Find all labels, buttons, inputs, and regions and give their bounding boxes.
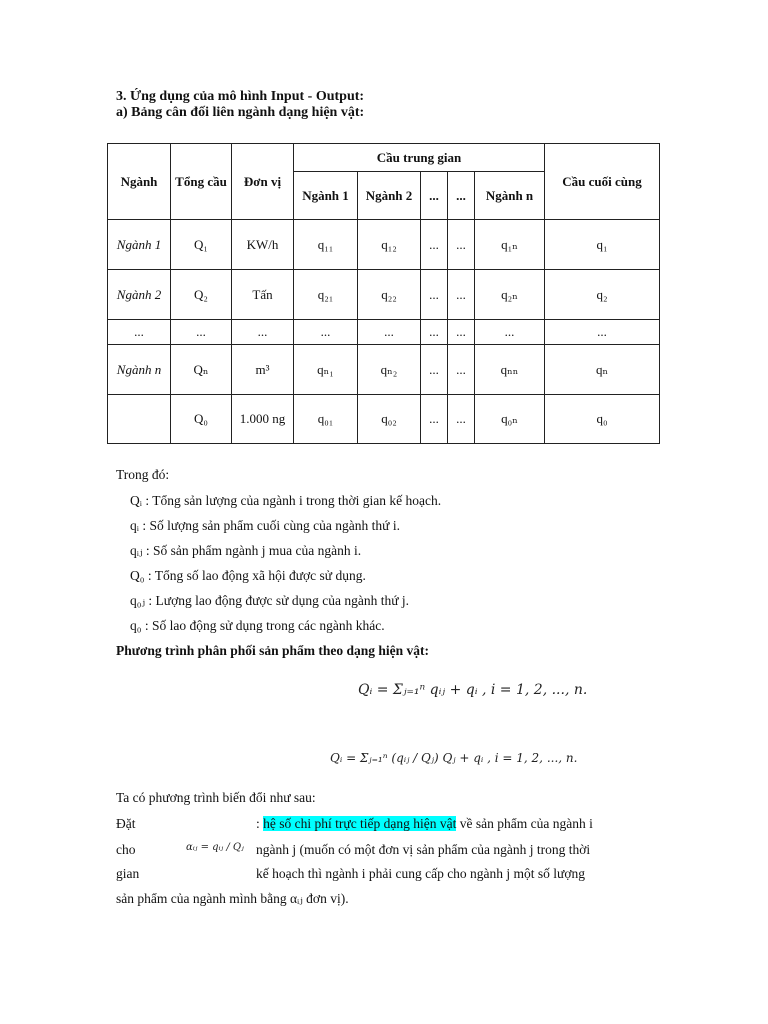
formula-1: Qᵢ = Σⱼ₌₁ⁿ qᵢⱼ + qᵢ , i = 1, 2, ..., n. bbox=[358, 682, 588, 698]
cell-final: ... bbox=[545, 320, 660, 345]
header-col-dots-2: ... bbox=[448, 172, 475, 220]
cell-unit: KW/h bbox=[232, 220, 294, 270]
cell-q: q₁₂ bbox=[358, 220, 421, 270]
table-row bbox=[108, 270, 660, 320]
cell-q: ... bbox=[294, 320, 358, 345]
cell-total: Qₙ bbox=[171, 345, 232, 395]
cell-q: q₀₂ bbox=[358, 395, 421, 444]
definition-line-3: kế hoạch thì ngành i phải cung cấp cho ngành j một số lượng bbox=[256, 866, 586, 881]
row-label: Ngành 2 bbox=[108, 270, 171, 320]
cell-dots: ... bbox=[448, 345, 475, 395]
cho-word: cho bbox=[116, 842, 136, 857]
cell-final: qₙ bbox=[545, 345, 660, 395]
table-row bbox=[108, 345, 660, 395]
cell-dots: ... bbox=[421, 270, 448, 320]
cell-dots: ... bbox=[448, 320, 475, 345]
definition-item: qᵢ : Số lượng sản phẩm cuối cùng của ngành thứ i. bbox=[130, 518, 400, 533]
cell-q: qₙ₂ bbox=[358, 345, 421, 395]
line1-suffix: về sản phẩm của ngành i bbox=[456, 816, 593, 831]
cell-q: ... bbox=[475, 320, 545, 345]
cell-dots: ... bbox=[421, 320, 448, 345]
table-row bbox=[108, 395, 660, 444]
cell-total: Q₁ bbox=[171, 220, 232, 270]
cell-dots: ... bbox=[448, 395, 475, 444]
header-cau-trung-gian: Cầu trung gian bbox=[294, 144, 545, 172]
section-heading: 3. Ứng dụng của mô hình Input - Output: bbox=[116, 89, 365, 104]
cell-q: q₂₂ bbox=[358, 270, 421, 320]
definition-item: Q₀ : Tổng số lao động xã hội được sử dụng. bbox=[130, 568, 366, 583]
formula-2: Qᵢ = Σⱼ₌₁ⁿ (qᵢⱼ / Qⱼ) Qⱼ + qᵢ , i = 1, 2, ..., n. bbox=[330, 751, 578, 765]
cell-q: qₙₙ bbox=[475, 345, 545, 395]
definition-item: qᵢⱼ : Số sản phẩm ngành j mua của ngành i. bbox=[130, 543, 362, 558]
highlighted-term: hệ số chi phí trực tiếp dạng hiện vật bbox=[263, 816, 457, 831]
alpha-formula: αᵢⱼ = qᵢⱼ / Qⱼ bbox=[186, 842, 244, 853]
cell-q: q₀ₙ bbox=[475, 395, 545, 444]
cell-q: qₙ₁ bbox=[294, 345, 358, 395]
gian-word: gian bbox=[116, 866, 140, 881]
table-row bbox=[108, 320, 660, 345]
definition-line-2: ngành j (muốn có một đơn vị sản phẩm của ngành j trong thời bbox=[256, 842, 591, 857]
cell-q: q₀₁ bbox=[294, 395, 358, 444]
subsection-heading: a) Bảng cân đối liên ngành dạng hiện vật: bbox=[116, 105, 365, 120]
header-col-nganh-1: Ngành 1 bbox=[294, 172, 358, 220]
cell-dots: ... bbox=[421, 345, 448, 395]
cell-total: Q₂ bbox=[171, 270, 232, 320]
ta-co-line: Ta có phương trình biến đổi như sau: bbox=[116, 790, 316, 805]
row-label: ... bbox=[108, 320, 171, 345]
header-nganh: Ngành bbox=[108, 144, 171, 220]
cell-unit: Tấn bbox=[232, 270, 294, 320]
header-tong-cau: Tổng cầu bbox=[171, 144, 232, 220]
cell-final: q₁ bbox=[545, 220, 660, 270]
definition-line-1 bbox=[256, 816, 593, 832]
header-col-nganh-n: Ngành n bbox=[475, 172, 545, 220]
dat-word: Đặt bbox=[116, 816, 136, 831]
cell-dots: ... bbox=[421, 220, 448, 270]
cell-total: ... bbox=[171, 320, 232, 345]
cell-total: Q₀ bbox=[171, 395, 232, 444]
phuong-trinh-title: Phương trình phân phối sản phẩm theo dạng hiện vật: bbox=[116, 643, 430, 658]
definition-line-4: sản phẩm của ngành mình bằng αᵢⱼ đơn vị). bbox=[116, 891, 349, 906]
cell-dots: ... bbox=[448, 220, 475, 270]
cell-unit: ... bbox=[232, 320, 294, 345]
definition-item: q₀ : Số lao động sử dụng trong các ngành khác. bbox=[130, 618, 385, 633]
definition-item: Qᵢ : Tổng sản lượng của ngành i trong thời gian kế hoạch. bbox=[130, 493, 442, 508]
cell-final: q₀ bbox=[545, 395, 660, 444]
cell-final: q₂ bbox=[545, 270, 660, 320]
header-don-vi: Đơn vị bbox=[232, 144, 294, 220]
cell-dots: ... bbox=[448, 270, 475, 320]
header-cau-cuoi-cung: Cầu cuối cùng bbox=[545, 144, 660, 220]
cell-q: q₂ₙ bbox=[475, 270, 545, 320]
cell-q: q₁₁ bbox=[294, 220, 358, 270]
definition-item: q₀ⱼ : Lượng lao động được sử dụng của ngành thứ j. bbox=[130, 593, 410, 608]
cell-q: q₁ₙ bbox=[475, 220, 545, 270]
cell-unit: m³ bbox=[232, 345, 294, 395]
row-label: Ngành n bbox=[108, 345, 171, 395]
header-col-nganh-2: Ngành 2 bbox=[358, 172, 421, 220]
cell-q: q₂₁ bbox=[294, 270, 358, 320]
trong-do-label: Trong đó: bbox=[116, 467, 170, 482]
cell-q: ... bbox=[358, 320, 421, 345]
row-label: Ngành 1 bbox=[108, 220, 171, 270]
input-output-table bbox=[107, 143, 660, 444]
row-label bbox=[108, 395, 171, 444]
cell-unit: 1.000 ng bbox=[232, 395, 294, 444]
table-row bbox=[108, 220, 660, 270]
colon-prefix: : bbox=[256, 816, 264, 831]
header-col-dots-1: ... bbox=[421, 172, 448, 220]
cell-dots: ... bbox=[421, 395, 448, 444]
